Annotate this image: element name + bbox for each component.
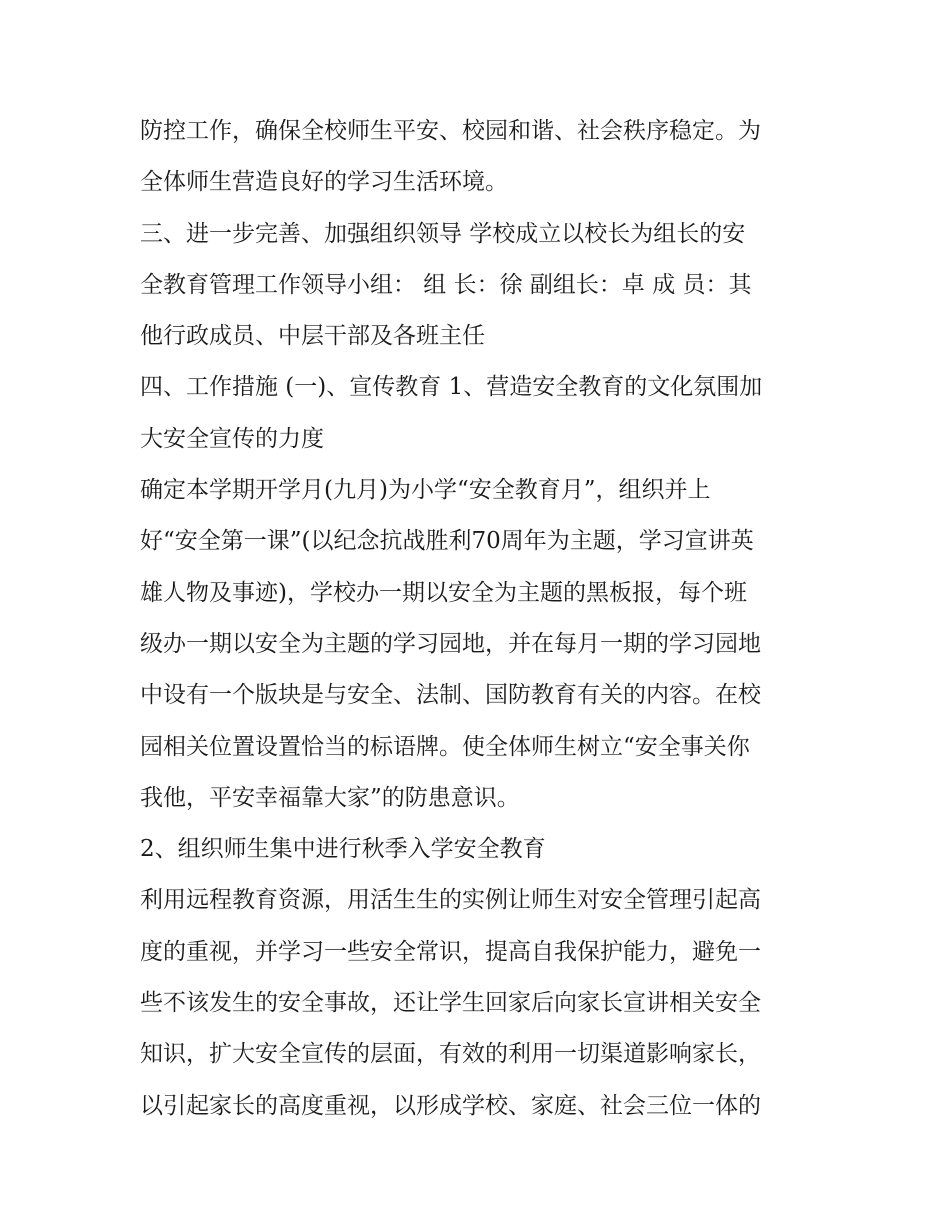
text-line: 度的重视，并学习一些安全常识，提高自我保护能力，避免一 [140,938,761,965]
text-line: 他行政成员、中层干部及各班主任 [140,323,485,350]
text-line: 2、组织师生集中进行秋季入学安全教育 [140,836,546,863]
text-line: 确定本学期开学月(九月)为小学“安全教育月”，组织并上 [140,477,711,504]
text-line: 好“安全第一课”(以纪念抗战胜利70周年为主题，学习宣讲英 [140,528,754,555]
text-line: 全体师生营造良好的学习生活环境。 [140,169,508,196]
text-line: 中设有一个版块是与安全、法制、国防教育有关的内容。在校 [140,682,761,709]
text-line: 知识，扩大安全宣传的层面，有效的利用一切渠道影响家长， [140,1041,761,1068]
text-line: 我他，平安幸福靠大家”的防患意识。 [140,784,520,811]
text-line: 全教育管理工作领导小组： 组 长：徐 副组长：卓 成 员：其 [140,271,752,298]
text-line: 以引起家长的高度重视，以形成学校、家庭、社会三位一体的 [140,1092,761,1119]
text-line: 三、进一步完善、加强组织领导 学校成立以校长为组长的安 [140,220,746,247]
text-line: 些不该发生的安全事故，还让学生回家后向家长宣讲相关安全 [140,990,761,1017]
text-line: 防控工作，确保全校师生平安、校园和谐、社会秩序稳定。为 [140,118,761,144]
text-line: 雄人物及事迹)，学校办一期以安全为主题的黑板报，每个班 [140,579,747,606]
text-line: 大安全宣传的力度 [140,425,324,452]
text-line: 四、工作措施 (一)、宣传教育 1、营造安全教育的文化氛围加 [140,374,763,401]
text-line: 园相关位置设置恰当的标语牌。使全体师生树立“安全事关你 [140,733,750,760]
text-line: 级办一期以安全为主题的学习园地，并在每月一期的学习园地 [140,630,761,657]
document-body [140,106,816,1132]
text-line: 利用远程教育资源，用活生生的实例让师生对安全管理引起高 [140,887,761,914]
